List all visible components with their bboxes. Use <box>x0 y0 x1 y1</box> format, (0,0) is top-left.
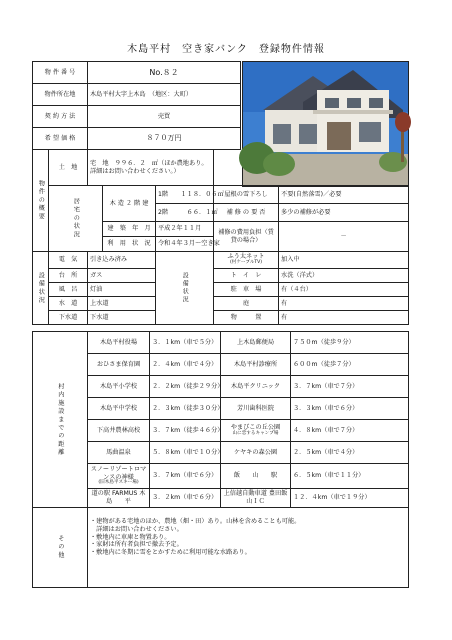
cost-label: 補修の費用負担（賃貸の場合） <box>214 222 279 252</box>
sewer-value: 下水道 <box>88 311 156 325</box>
floor2-value: 2階 ６６．１㎡ <box>156 204 214 222</box>
water-label: 水 道 <box>49 297 88 311</box>
toilet-value: 水洗（洋式） <box>279 269 409 283</box>
net-label: ふう太ネット <box>227 253 265 261</box>
facility-name <box>221 332 291 354</box>
built-label: 建 築 年 月 <box>103 222 156 237</box>
toilet-label: ト イ レ <box>214 269 279 283</box>
facility-name <box>221 464 291 489</box>
land-label: 土 地 <box>49 150 88 186</box>
distance-row <box>33 398 409 420</box>
facility-name <box>88 464 150 489</box>
facility-distance: ３．７km（徒歩４６分） <box>150 420 221 442</box>
overview-table <box>32 149 409 325</box>
facility-name-text: 木島平村役場 <box>99 338 138 346</box>
facility-distance: ２．３km（徒歩３０分） <box>150 398 221 420</box>
use-label: 利 用 状 況 <box>103 237 156 252</box>
facility-name-text: 上木島郵便局 <box>236 338 275 346</box>
facility-name-text: 馬曲温泉 <box>106 448 131 456</box>
distance-row <box>33 354 409 376</box>
note-item: ・建物がある宅地のほか、農地（畑・田）あり。山林を含めることも可能。 <box>90 518 301 525</box>
facility-distance: ２．４km（車で４分） <box>150 354 221 376</box>
property-number: No.８２ <box>88 62 241 84</box>
distance-section-label: 村内施設までの距離 <box>33 332 88 508</box>
storage-value: 有 <box>279 311 409 325</box>
note-item: 詳細はお問い合わせください。 <box>90 525 183 533</box>
method-label: 契 約 方 法 <box>33 106 88 128</box>
number-label: 物 件 番 号 <box>33 62 88 84</box>
bath-value: 灯油 <box>88 283 156 297</box>
facility-distance: ３．１km（車で５分） <box>150 332 221 354</box>
distance-row <box>33 464 409 489</box>
repair-value: 多少の補修が必要 <box>279 204 409 222</box>
built-value: 平成２年１１月 <box>156 222 214 237</box>
facility-name-text: 飯 山 駅 <box>233 472 278 480</box>
distance-row <box>33 420 409 442</box>
note-item: ・敷地内に冬期に雪をとかすために利用可能な水路あり。 <box>90 549 251 556</box>
distance-row <box>33 442 409 464</box>
floor1-value: 1階 １１８．０６㎡ <box>156 186 214 204</box>
facility-distance: ４．８km（車で７分） <box>291 420 409 442</box>
facility-name-text: 芳川歯科医院 <box>236 404 275 412</box>
house-label: 居宅の状況 <box>49 186 103 252</box>
notes-label: その他 <box>33 508 88 588</box>
facility-name-text: おひさま保育園 <box>96 360 141 368</box>
facility-name-text: やまびこの丘公園 <box>230 424 281 432</box>
notes-table <box>32 507 409 588</box>
facility-name-text: ケヤキの森公園 <box>233 448 278 456</box>
facility-distance: ２．５km（車で４分） <box>291 442 409 464</box>
address-label: 物件所在地 <box>33 84 88 106</box>
distance-row <box>33 376 409 398</box>
facility-name <box>88 489 158 508</box>
notes-list <box>88 508 409 588</box>
facility-name <box>88 354 150 376</box>
land-text: 宅 地 ９９６．２ ㎡（ほか農地あり。詳細はお問い合わせください。） <box>88 150 214 186</box>
facility-name-text: 木島平小学校 <box>99 382 138 390</box>
parking-value: 有（４台） <box>279 283 409 297</box>
facility-name <box>221 376 291 398</box>
sewer-label: 下水道 <box>49 311 88 325</box>
facility-distance: ６００m（徒歩７分） <box>291 354 409 376</box>
snow-value: 不要(自然落雪)／必要 <box>279 186 409 204</box>
facility-name <box>221 354 291 376</box>
facility-name-text: スノーリゾートロマンスの神様 <box>90 465 147 481</box>
snow-label: 屋根の雪下ろし <box>214 186 279 204</box>
facility-name-text: 木島平クリニック <box>230 382 281 390</box>
facility-name <box>221 442 291 464</box>
overview-section-label: 物件の概要 <box>33 150 49 252</box>
facility-name-sub: (旧木島平スキー場) <box>98 480 139 486</box>
kitchen-value: ガス <box>88 269 156 283</box>
facility-name <box>88 420 150 442</box>
distance-table <box>32 331 409 508</box>
facilities-section-label-right: 設備状況 <box>156 252 214 325</box>
repair-label: 補 修 の 要 否 <box>214 204 279 222</box>
facility-name <box>221 420 291 442</box>
electric-value: 引き込み済み <box>88 252 156 269</box>
address-value: 木島平村大字上木島 （地区：大町） <box>88 84 241 106</box>
facility-distance: １２．４km（車で１９分） <box>291 489 409 508</box>
price-label: 希 望 価 格 <box>33 128 88 150</box>
facility-name-text: 道の駅 FARMUS 木 島 平 <box>91 490 158 505</box>
facilities-section-label: 設備状況 <box>33 252 49 325</box>
facility-name <box>221 398 291 420</box>
note-item: ・敷地内に車庫と物置あり。 <box>90 533 171 541</box>
facility-distance: ３．２km（車で６分） <box>150 489 221 508</box>
cost-value: － <box>279 222 409 252</box>
method-value: 売買 <box>88 106 241 128</box>
storage-label: 物 置 <box>214 311 279 325</box>
facility-distance: ６．５km（車で１１分） <box>291 464 409 489</box>
facility-name <box>221 489 291 508</box>
bath-label: 風 呂 <box>49 283 88 297</box>
garden-value: 有 <box>279 297 409 311</box>
facility-distance: ３．３km（車で６分） <box>291 398 409 420</box>
price-value: ８７０万円 <box>88 128 241 150</box>
distance-row <box>33 489 409 508</box>
use-value: 令和４年３月～空き家 <box>156 237 214 252</box>
facility-name <box>88 376 150 398</box>
garden-label: 庭 <box>214 297 279 311</box>
facility-name <box>88 332 150 354</box>
kitchen-label: 台 所 <box>49 269 88 283</box>
facility-name <box>88 442 150 464</box>
facility-name-text: 木島平中学校 <box>99 404 138 412</box>
electric-label: 電 気 <box>49 252 88 269</box>
facility-name-text: 木島平村診療所 <box>233 360 278 368</box>
page-title: 木島平村 空き家バンク 登録物件情報 <box>127 44 325 55</box>
facility-distance: ３．７km（車で７分） <box>291 376 409 398</box>
distance-row <box>33 332 409 354</box>
water-value: 上水道 <box>88 297 156 311</box>
facility-distance: ３．７km（車で６分） <box>150 464 221 489</box>
net-sub: (村ケーブルTV) <box>229 260 263 265</box>
facility-name-text: 上信越自動車道 豊田飯山ＩＣ <box>223 490 288 505</box>
net-value: 加入中 <box>279 252 409 269</box>
structure-value: 木 造 ２ 階 建 <box>103 186 156 222</box>
facility-name <box>88 398 150 420</box>
facility-name-sub: 山に恋するキャンプ場 <box>232 430 279 436</box>
facility-name-text: 下高井農林高校 <box>96 426 141 434</box>
facility-distance: ７５０m（徒歩９分） <box>291 332 409 354</box>
facility-distance: ２．２km（徒歩２９分） <box>150 376 221 398</box>
parking-label: 駐 車 場 <box>214 283 279 297</box>
header-table <box>32 61 241 150</box>
note-item: ・家財は所有者負担で撤去予定。 <box>90 541 183 549</box>
facility-distance: ５．８km（車で１０分） <box>150 442 221 464</box>
